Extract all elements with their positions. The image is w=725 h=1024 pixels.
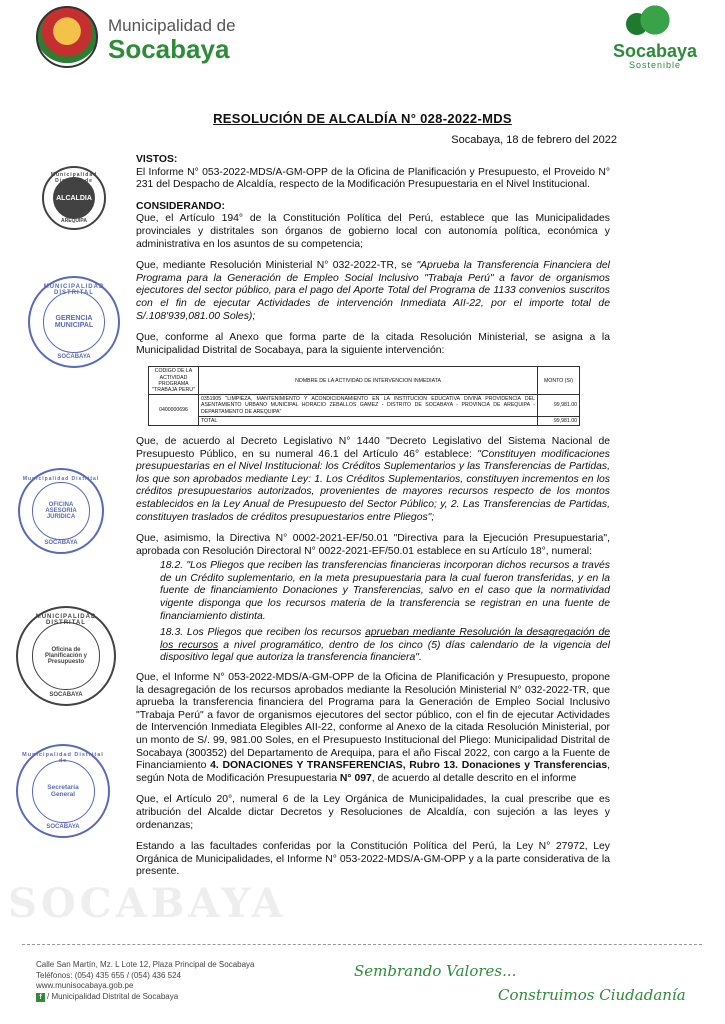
cell-name: 0351905 "LIMPIEZA, MANTENIMIENTO Y ACONDICIONAMIENTO EN LA INSTITUCION EDUCATIVA DIVINA PROVIDENCIA DEL ASENTAMIENTO URBANO MUNICIPAL HORACIO ZEBALLOS GAMEZ - DISTRITO DE SOCABAYA - PROVINCIA DE AREQUIPA -DEPARTAMENTO DE AREQUIPA": [199, 395, 538, 417]
quoted-text: "Aprueba la Transferencia Financiera del Programa para la Generación de Empleo Social Inclusivo "Trabaja Perú" a favor de organismos ejecutores del sector público, para el pago del Aporte Total del Programa de 1133 convenios suscritos con el fin de ejecutar Actividades de intervención Inmediata AII-22, por el importe total de S/.108'939,081.00 Soles);: [136, 260, 610, 322]
text-span: Que, de acuerdo al Decreto Legislativo N° 1440 "Decreto Legislativo del Sistema Nacional de Presupuesto Público, en su numeral 46.1 del Artículo 46° establece:: [136, 435, 610, 460]
header-name: NOMBRE DE LA ACTIVIDAD DE INTERVENCION INMEDIATA: [199, 367, 538, 395]
stamp-top-text: Municipalidad Distrital: [22, 476, 100, 482]
municipality-crest-logo: [36, 6, 98, 68]
footer-social: [36, 992, 255, 1003]
text-span: a nivel programático, dentro de los cinco (5) días calendario de la vigencia del dispositivo legal que autoriza la transferencia financiera".: [160, 639, 611, 664]
text-span: Que, mediante Resolución Ministerial N° 032-2022-TR, se: [136, 260, 417, 272]
resolution-date: Socabaya, 18 de febrero del 2022: [451, 134, 617, 146]
facebook-icon: f: [36, 993, 45, 1002]
quote-18-3: [160, 627, 610, 665]
considerando-paragraph-1: Que, el Artículo 194° de la Constitución Política del Perú, establece que las Municipalidades provinciales y distritales son órganos de gobierno local con autonomía política, económica y administrativa en los asuntos de su competencia;: [136, 213, 610, 250]
text-span: 18.3. Los Pliegos que reciben los recursos: [160, 627, 366, 639]
footer-social-label: / Municipalidad Distrital de Socabaya: [47, 991, 179, 1001]
stamp-bottom-text: SOCABAYA: [49, 692, 83, 698]
underlined-text: aprueban mediante Resolución la desagregación de los recursos: [160, 627, 610, 651]
bold-text: 4. DONACIONES Y TRANSFERENCIAS, Rubro 13. Donaciones y Transferencias: [210, 760, 608, 772]
considerando-paragraph-4: [136, 436, 610, 524]
seal-bottom-text: AREQUIPA: [60, 218, 88, 224]
text-span: , de acuerdo al detalle descrito en el informe: [371, 772, 577, 784]
stamp-bottom-text: SOCABAYA: [46, 824, 80, 830]
cell-code: 0400000696: [149, 395, 199, 426]
table-header-row: [149, 367, 580, 395]
seal-top-text: Municipalidad Distrital de: [50, 172, 98, 184]
considerando-paragraph-2: [136, 260, 610, 323]
municipality-name: Socabaya: [108, 34, 230, 64]
stamp-inner-text: Oficina de Planificación y Presupuesto: [32, 622, 99, 689]
cell-monto: 99,981.00: [538, 395, 580, 417]
footer-phones: Teléfonos: (054) 435 655 / (054) 436 524: [36, 970, 181, 980]
planificacion-presupuesto-stamp: [16, 606, 116, 706]
slogan-line-2: Construimos Ciudadanía: [498, 986, 686, 1004]
asesoria-juridica-stamp: [18, 468, 104, 554]
considerando-paragraph-7: Que, el Artículo 20°, numeral 6 de la Ley Orgánica de Municipalidades, la cual prescribe que es atribución del Alcalde dictar Decretos y Resoluciones de Alcaldía, con sujeción a las leyes y ordenanzas;: [136, 794, 610, 831]
stamp-top-text: MUNICIPALIDAD DISTRITAL: [43, 284, 105, 296]
considerando-heading: CONSIDERANDO:: [136, 200, 225, 212]
text-span: , según Nota de Modificación Presupuestaria: [136, 760, 610, 784]
quoted-text: "Constituyen modificaciones presupuestarias en el Nivel Institucional: los Créditos Suplementarios y las Transferencias de Partidas, los que son aprobados mediante Ley: 1. Los Créditos Suplementarios, constituyen incrementos en los créditos presupuestarios autorizados, provenientes de mayores recursos respecto de los montos establecidos en la Ley Anual de Presupuesto del Sector Público; y, 2. Las Transferencias de Partidas, constituyen traslados de créditos presupuestarios entre Pliegos";: [136, 448, 610, 523]
header-code: CODIGO DE LA ACTIVIDAD PROGRAMA "TRABAJA PERU": [149, 367, 199, 395]
letterhead: [0, 0, 725, 90]
alcaldia-seal: [42, 166, 106, 230]
vistos-paragraph: El Informe N° 053-2022-MDS/A-GM-OPP de la Oficina de Planificación y Presupuesto, el Proveido N° 231 del Despacho de Alcaldía, respecto de la Modificación Presupuestaria en el Nivel Institucional.: [136, 166, 610, 191]
table-row: [149, 395, 580, 417]
resolution-body: [136, 154, 610, 888]
considerando-paragraph-3: Que, conforme al Anexo que forma parte de la citada Resolución Ministerial, se asigna a la Municipalidad Distrital de Socabaya, para la siguiente intervención:: [136, 332, 610, 356]
cell-total-label: TOTAL: [199, 416, 538, 425]
brand-subtitle: Sostenible: [628, 60, 682, 70]
quote-18-2: 18.2. "Los Pliegos que reciben las transferencias financieras incorporan dichos recursos a través de un Crédito suplementario, en la meta presupuestaria para la cual fueron transferidas, y en la fuente de financiamiento Donaciones y Transferencias, salvo en el caso que la normatividad vigente disponga que los recursos materia de la transferencia se registran en una fuente de financiamiento distinta.: [160, 560, 610, 622]
stamp-inner-text: GERENCIA MUNICIPAL: [43, 291, 105, 353]
text-span: Que, el Informe N° 053-2022-MDS/A-GM-OPP de la Oficina de Planificación y Presupuesto, propone la desagregación de los recursos aprobados mediante la Resolución Ministerial N° 032-2022-TR, que aprueba la transferencia financiera del Programa para la Generación de Empleo Social Inclusivo "Trabaja Perú" a favor de organismos ejecutores del sector público, con el fin de ejecutar Actividades de Intervención Inmediata Elegibles AII-22, conforme al Anexo de la citada Resolución Ministerial, por un monto de S/. 99, 981.00 Soles, en el Presupuesto Institucional del Pliego: Municipalidad Distrital de Socabaya (300352) del Departamento de Arequipa, para el año Fiscal 2022, con cargo a la Fuente de Financiamiento: [136, 672, 610, 772]
vistos-heading: VISTOS:: [136, 154, 178, 165]
socabaya-sostenible-logo: [605, 0, 705, 80]
intervention-table: [148, 366, 580, 426]
tree-icon: [625, 0, 685, 40]
resolution-title: RESOLUCIÓN DE ALCALDÍA N° 028-2022-MDS: [213, 111, 512, 126]
stamp-bottom-text: SOCABAYA: [44, 540, 78, 546]
considerando-paragraph-6: [136, 672, 610, 785]
header-monto: MONTO (S/): [538, 367, 580, 395]
stamp-bottom-text: SOCABAYA: [57, 354, 91, 360]
watermark: SOCABAYA: [8, 880, 287, 927]
stamp-top-text: MUNICIPALIDAD DISTRITAL: [35, 614, 97, 626]
secretaria-general-stamp: [16, 744, 110, 838]
footer-website: www.munisocabaya.gob.pe: [36, 981, 134, 990]
footer-divider: [22, 944, 702, 945]
seal-inner-text: ALCALDIA: [53, 177, 95, 219]
gerencia-municipal-stamp: [28, 276, 120, 368]
municipality-label: Municipalidad de: [108, 16, 236, 35]
stamp-inner-text: Secretaría General: [32, 760, 95, 823]
bold-text: N° 097: [339, 772, 372, 784]
footer-address: Calle San Martín, Mz. L Lote 12, Plaza Principal de Socabaya: [36, 960, 255, 969]
slogan-line-1: Sembrando Valores...: [354, 962, 517, 980]
stamp-inner-text: OFICINA ASESORIA JURIDICA: [32, 482, 89, 539]
table-total-row: [149, 416, 580, 425]
considerando-paragraph-5: Que, asimismo, la Directiva N° 0002-2021-EF/50.01 "Directiva para la Ejecución Presupuestaria", aprobada con Resolución Directoral N° 0022-2021-EF/50.01 establece en su Artículo 18°, numeral:: [136, 533, 610, 557]
stamp-top-text: Municipalidad Distrital de: [22, 752, 104, 764]
considerando-paragraph-8: Estando a las facultades conferidas por la Constitución Política del Perú, la Ley N° 27972, Ley Orgánica de Municipalidades, el Informe N° 053-2022-MDS/A-GM-OPP y a la parte considerativa de la presente.: [136, 841, 610, 878]
cell-total: 99,981.00: [538, 416, 580, 425]
footer-contact: [36, 960, 255, 1002]
brand-name: Socabaya: [612, 41, 698, 61]
